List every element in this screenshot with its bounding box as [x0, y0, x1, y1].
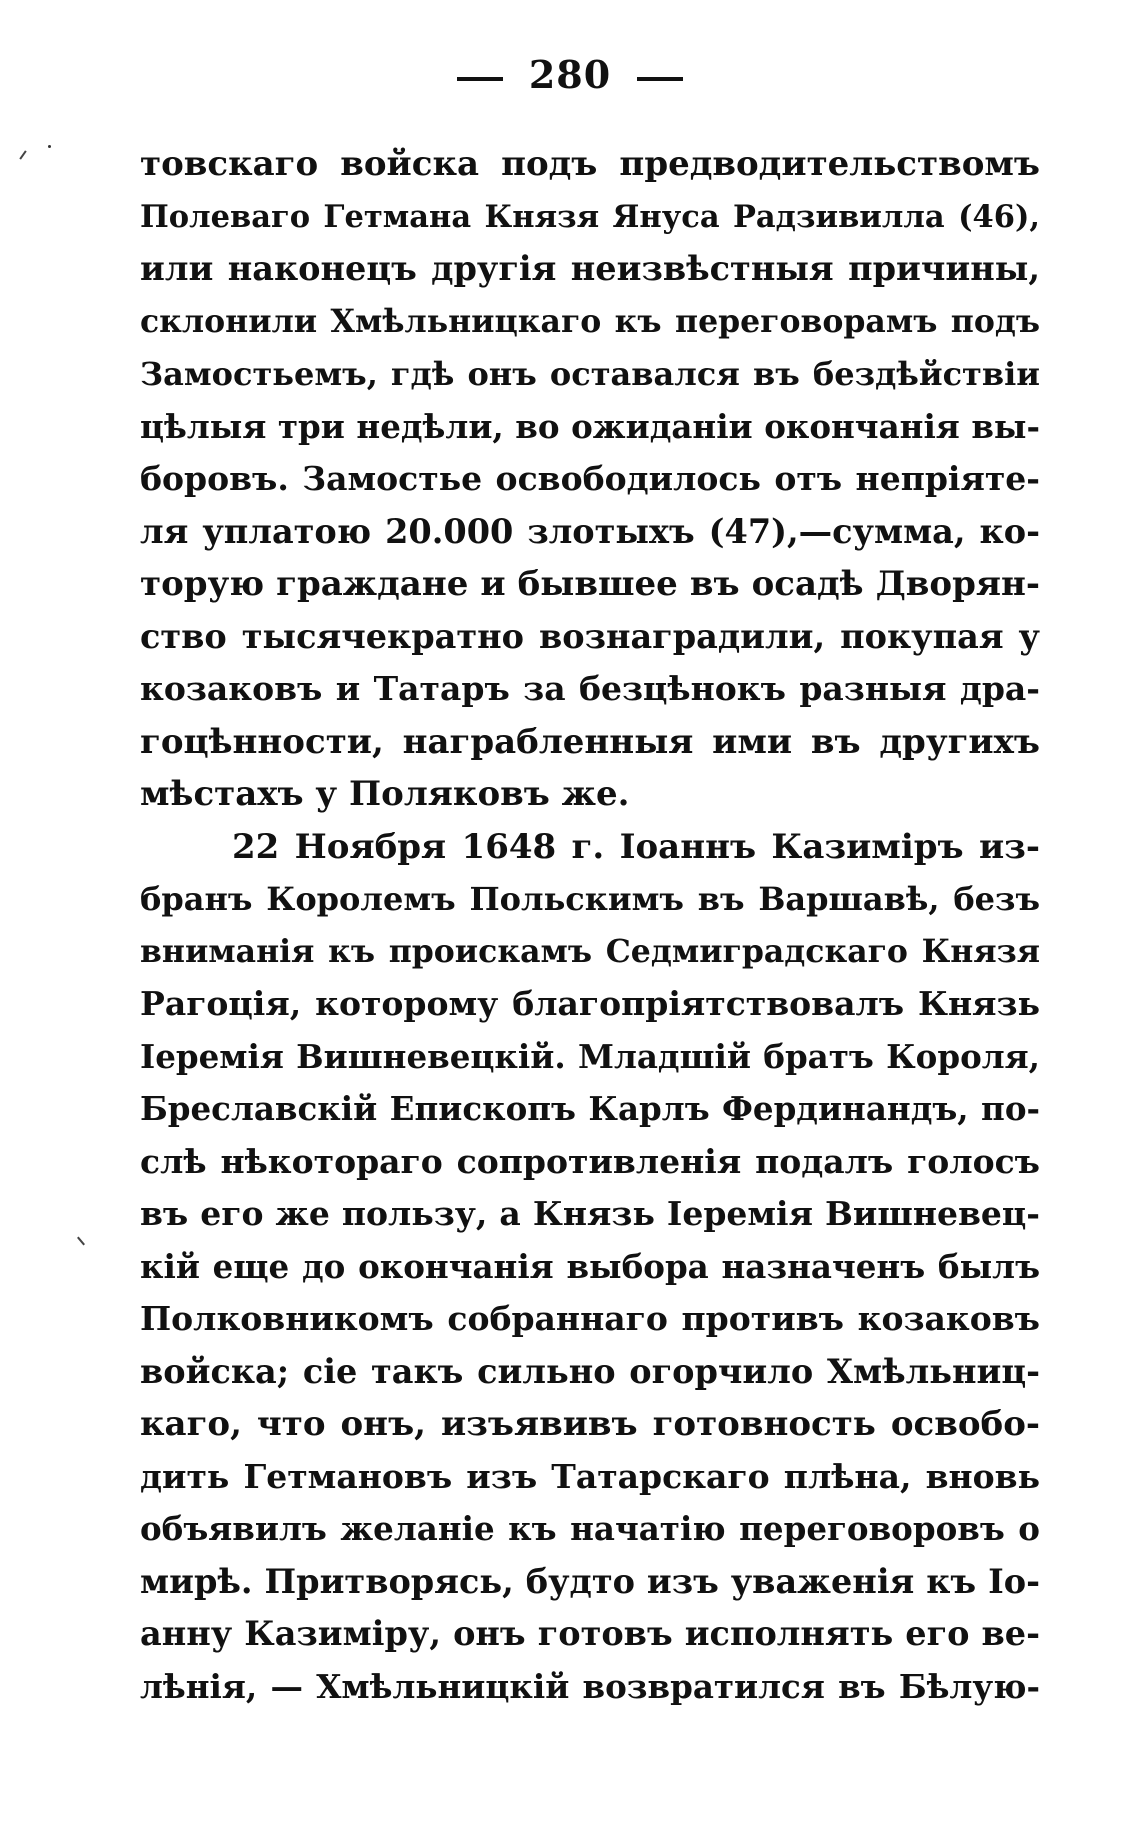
text-line: торую граждане и бывшее въ осадѣ Дворян- — [140, 564, 1040, 604]
text-line: боровъ. Замостье освободилось отъ непріяте- — [140, 459, 1040, 498]
text-line: кій еще до окончанія выбора назначенъ былъ — [140, 1246, 1040, 1286]
margin-mark — [77, 1237, 85, 1246]
text-line: Бреславскій Епископъ Карлъ Фердинандъ, по- — [140, 1089, 1040, 1128]
margin-mark — [19, 150, 26, 159]
text-line: гоцѣнности, награбленныя ими въ другихъ — [140, 721, 1040, 762]
text-line: товскаго войска подъ предводительствомъ — [140, 144, 1040, 184]
text-line: слѣ нѣкотораго сопротивленія подалъ голосъ — [140, 1141, 1040, 1181]
text-line: объявилъ желаніе къ начатію переговоровъ о — [140, 1509, 1040, 1548]
page-number: 280 — [528, 52, 612, 97]
text-line: Замостьемъ, гдѣ онъ оставался въ бездѣйствіи — [140, 355, 1040, 393]
text-line: ля уплатою 20.000 злотыхъ (47),—сумма, ко- — [140, 511, 1040, 551]
text-line: или наконецъ другія неизвѣстныя причины, — [140, 249, 1040, 288]
left-dash-rule — [457, 77, 503, 81]
text-line: мѣстахъ у Поляковъ же. — [140, 774, 630, 814]
body-text — [140, 138, 1040, 1713]
text-line: козаковъ и Татаръ за безцѣнокъ разныя дра- — [140, 669, 1040, 708]
paragraph-start-line: 22 Ноября 1648 г. Іоаннъ Казиміръ из- — [232, 826, 1040, 867]
text-line: Полеваго Гетмана Князя Януса Радзивилла (46), — [140, 198, 1040, 235]
text-line: цѣлыя три недѣли, во ожиданіи окончанія вы- — [140, 406, 1040, 446]
text-line: бранъ Королемъ Польскимъ въ Варшавѣ, безъ — [140, 880, 1040, 918]
text-line: склонили Хмѣльницкаго къ переговорамъ подъ — [140, 302, 1040, 340]
text-line: каго, что онъ, изъявивъ готовность освобо- — [140, 1404, 1040, 1444]
text-line: анну Казиміру, онъ готовъ исполнять его ве- — [140, 1614, 1040, 1653]
text-line: ство тысячекратно вознаградили, покупая у — [140, 616, 1040, 656]
text-line: войска; сіе такъ сильно огорчило Хмѣльниц- — [140, 1351, 1040, 1391]
text-line: лѣнія, — Хмѣльницкій возвратился въ Бѣлую- — [140, 1666, 1040, 1706]
text-line: въ его же пользу, а Князь Іеремія Вишневец- — [140, 1194, 1040, 1233]
right-dash-rule — [637, 77, 683, 81]
text-line: Іеремія Вишневецкій. Младшій братъ Короля, — [140, 1036, 1040, 1076]
margin-speck — [48, 145, 51, 148]
page-header — [0, 52, 1140, 97]
text-line: дить Гетмановъ изъ Татарскаго плѣна, вновь — [140, 1456, 1040, 1496]
text-line: Рагоція, которому благопріятствовалъ Князь — [140, 984, 1040, 1023]
text-line: Полковникомъ собраннаго противъ козаковъ — [140, 1299, 1040, 1338]
text-line: вниманія къ проискамъ Седмиградскаго Князя — [140, 932, 1040, 970]
text-line: мирѣ. Притворясь, будто изъ уваженія къ Іо- — [140, 1561, 1040, 1601]
